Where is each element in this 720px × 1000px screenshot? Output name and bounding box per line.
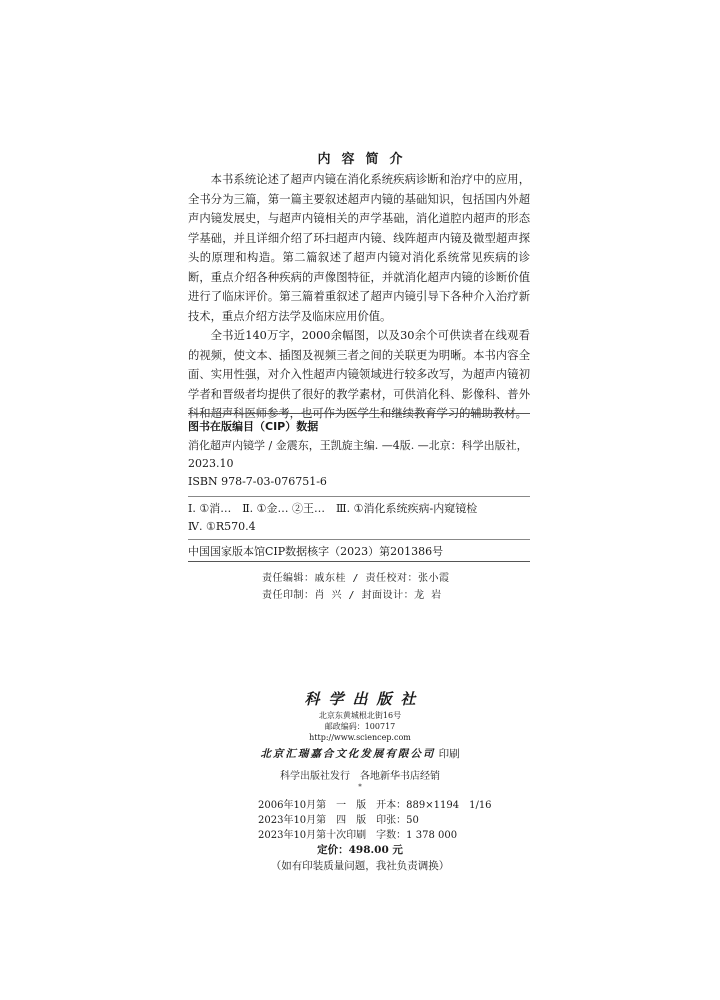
edition-info <box>258 798 492 843</box>
cip-record-line: 消化超声内镜学 / 金震东，王凯旋主编. —4版. —北京：科学出版社， <box>188 439 528 452</box>
editors-block <box>262 570 450 604</box>
cip-top-rule <box>188 413 530 414</box>
summary-title: 内容简介 <box>317 152 414 167</box>
cip-classification <box>188 500 530 536</box>
cip-mid-rule <box>188 496 530 497</box>
cip-heading: 图书在版编目（CIP）数据 <box>188 420 319 433</box>
cip-bottom-rule <box>188 561 530 562</box>
cip-record-line: 2023.10 <box>188 457 234 470</box>
summary-body <box>188 170 530 424</box>
printer-suffix: 印刷 <box>438 748 460 760</box>
edition-line: 2006年10月第 一 版 开本：889×1194 1/16 <box>258 800 492 811</box>
printer-line <box>0 746 720 761</box>
publisher-address: 北京东黄城根北街16号 <box>318 711 402 720</box>
publisher-postcode: 邮政编码：100717 <box>324 722 396 731</box>
cip-lower-rule <box>188 539 530 540</box>
cip-isbn: ISBN 978-7-03-076751-6 <box>188 475 327 488</box>
editors-line: 责任印制：肖 兴 / 封面设计：龙 岩 <box>262 590 442 601</box>
publisher-url: http://www.sciencep.com <box>309 733 411 742</box>
editors-line: 责任编辑：戚东桂 / 责任校对：张小霞 <box>262 573 450 584</box>
separator-star: * <box>358 783 362 791</box>
price: 定价：498.00 元 <box>317 844 403 856</box>
distribution-line: 科学出版社发行 各地新华书店经销 <box>280 771 440 782</box>
cip-classification-line: Ⅳ. ①R570.4 <box>188 520 256 533</box>
publisher-logo: 科学出版社 <box>304 690 425 708</box>
cip-classification-line: Ⅰ. ①消… Ⅱ. ①金… ②王… Ⅲ. ①消化系统疾病-内窥镜检 <box>188 502 478 515</box>
edition-line: 2023年10月第 四 版 印张：50 <box>258 815 419 826</box>
cip-library-number: 中国国家版本馆CIP数据核字（2023）第201386号 <box>188 545 444 558</box>
summary-paragraph: 本书系统论述了超声内镜在消化系统疾病诊断和治疗中的应用，全书分为三篇，第一篇主要叙述超声内镜的基础知识，包括国内外超声内镜发展史，与超声内镜相关的声学基础，消化道腔内超声的形态学基础，并且详细介绍了环扫超声内镜、线阵超声内镜及微型超声探头的原理和构造。第二篇叙述了超声内镜对消化系统常见疾病的诊断，重点介绍各种疾病的声像图特征，并就消化超声内镜的诊断价值进行了临床评价。第三篇着重叙述了超声内镜引导下各种介入治疗新技术，重点介绍方法学及临床应用价值。 <box>188 173 530 323</box>
edition-line: 2023年10月第十次印刷 字数：1 378 000 <box>258 830 458 841</box>
printer-name: 北京汇瑞嘉合文化发展有限公司 <box>260 748 436 760</box>
cip-record <box>188 437 530 491</box>
publisher-info <box>0 710 720 743</box>
summary-paragraph: 全书近140万字，2000余幅图，以及30余个可供读者在线观看的视频，使文本、插图及视频三者之间的关联更为明晰。本书内容全面、实用性强，对介入性超声内镜领域进行较多改写，为超声内镜初学者和晋级者均提供了很好的教学素材，可供消化科、影像科、普外科和超声科医师参考，也可作为医学生和继续教育学习的辅助教材。 <box>188 329 530 420</box>
quality-notice: （如有印装质量问题，我社负责调换） <box>270 860 450 872</box>
